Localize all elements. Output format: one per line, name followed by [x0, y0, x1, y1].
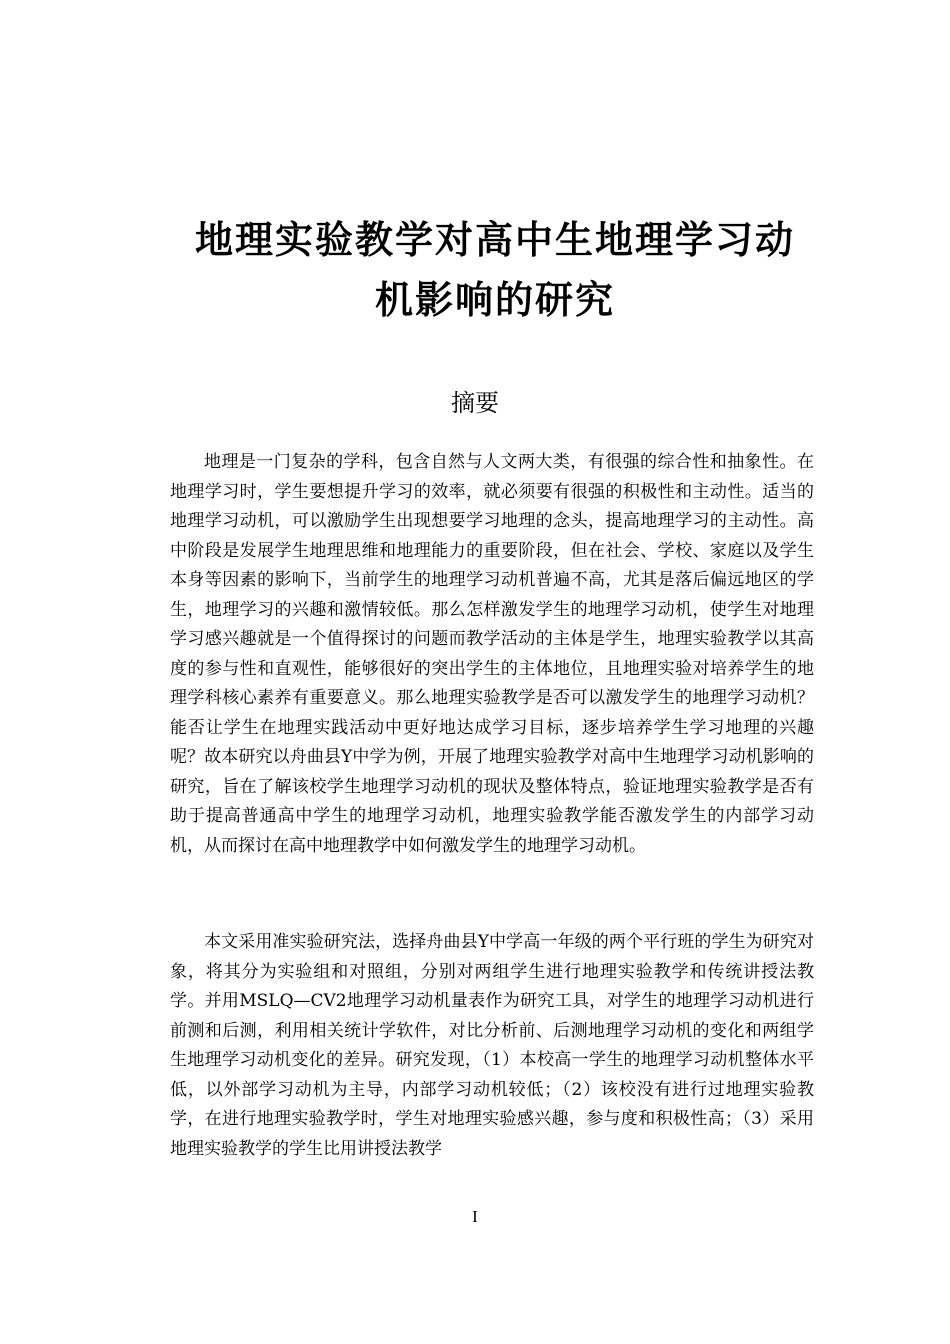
abstract-heading: 摘要 — [451, 389, 499, 417]
page-number: I — [472, 1207, 478, 1226]
document-title-line-2: 机影响的研究 — [374, 277, 615, 322]
document-title-line-1: 地理实验教学对高中生地理学习动 — [194, 217, 795, 262]
abstract-paragraph-1: 地理是一门复杂的学科，包含自然与人文两大类，有很强的综合性和抽象性。在地理学习时，学生要想提升学习的效率，就必须要有很强的积极性和主动性。适当的地理学习动机，可以激励学生出现想要学习地理的念头，提高地理学习的主动性。高中阶段是发展学生地理思维和地理能力的重要阶段，但在社会、学校、家庭以及学生本身等因素的影响下，当前学生的地理学习动机普遍不高，尤其是落后偏远地区的学生，地理学习的兴趣和激情较低。那么怎样激发学生的地理学习动机，使学生对地理学习感兴趣就是一个值得探讨的问题而教学活动的主体是学生，地理实验教学以其高度的参与性和直观性，能够很好的突出学生的主体地位，且地理实验对培养学生的地理学科核心素养有重要意义。那么地理实验教学是否可以激发学生的地理学习动机？能否让学生在地理实践活动中更好地达成学习目标，逐步培养学生学习地理的兴趣呢？故本研究以舟曲县Y中学为例，开展了地理实验教学对高中生地理学习动机影响的研究，旨在了解该校学生地理学习动机的现状及整体特点，验证地理实验教学是否有助于提高普通高中学生的地理学习动机，地理实验教学能否激发学生的内部学习动机，从而探讨在高中地理教学中如何激发学生的地理学习动机。 — [170, 452, 814, 856]
abstract-paragraph-2: 本文采用准实验研究法，选择舟曲县Y中学高一年级的两个平行班的学生为研究对象，将其分为实验组和对照组，分别对两组学生进行地理实验教学和传统讲授法教学。并用MSLQ—CV2地理学习动机量表作为研究工具，对学生的地理学习动机进行前测和后测，利用相关统计学软件，对比分析前、后测地理学习动机的变化和两组学生地理学习动机变化的差异。研究发现，（1）本校高一学生的地理学习动机整体水平低，以外部学习动机为主导，内部学习动机较低；（2）该校没有进行过地理实验教学，在进行地理实验教学时，学生对地理实验感兴趣，参与度和积极性高；（3）采用地理实验教学的学生比用讲授法教学 — [170, 932, 814, 1159]
